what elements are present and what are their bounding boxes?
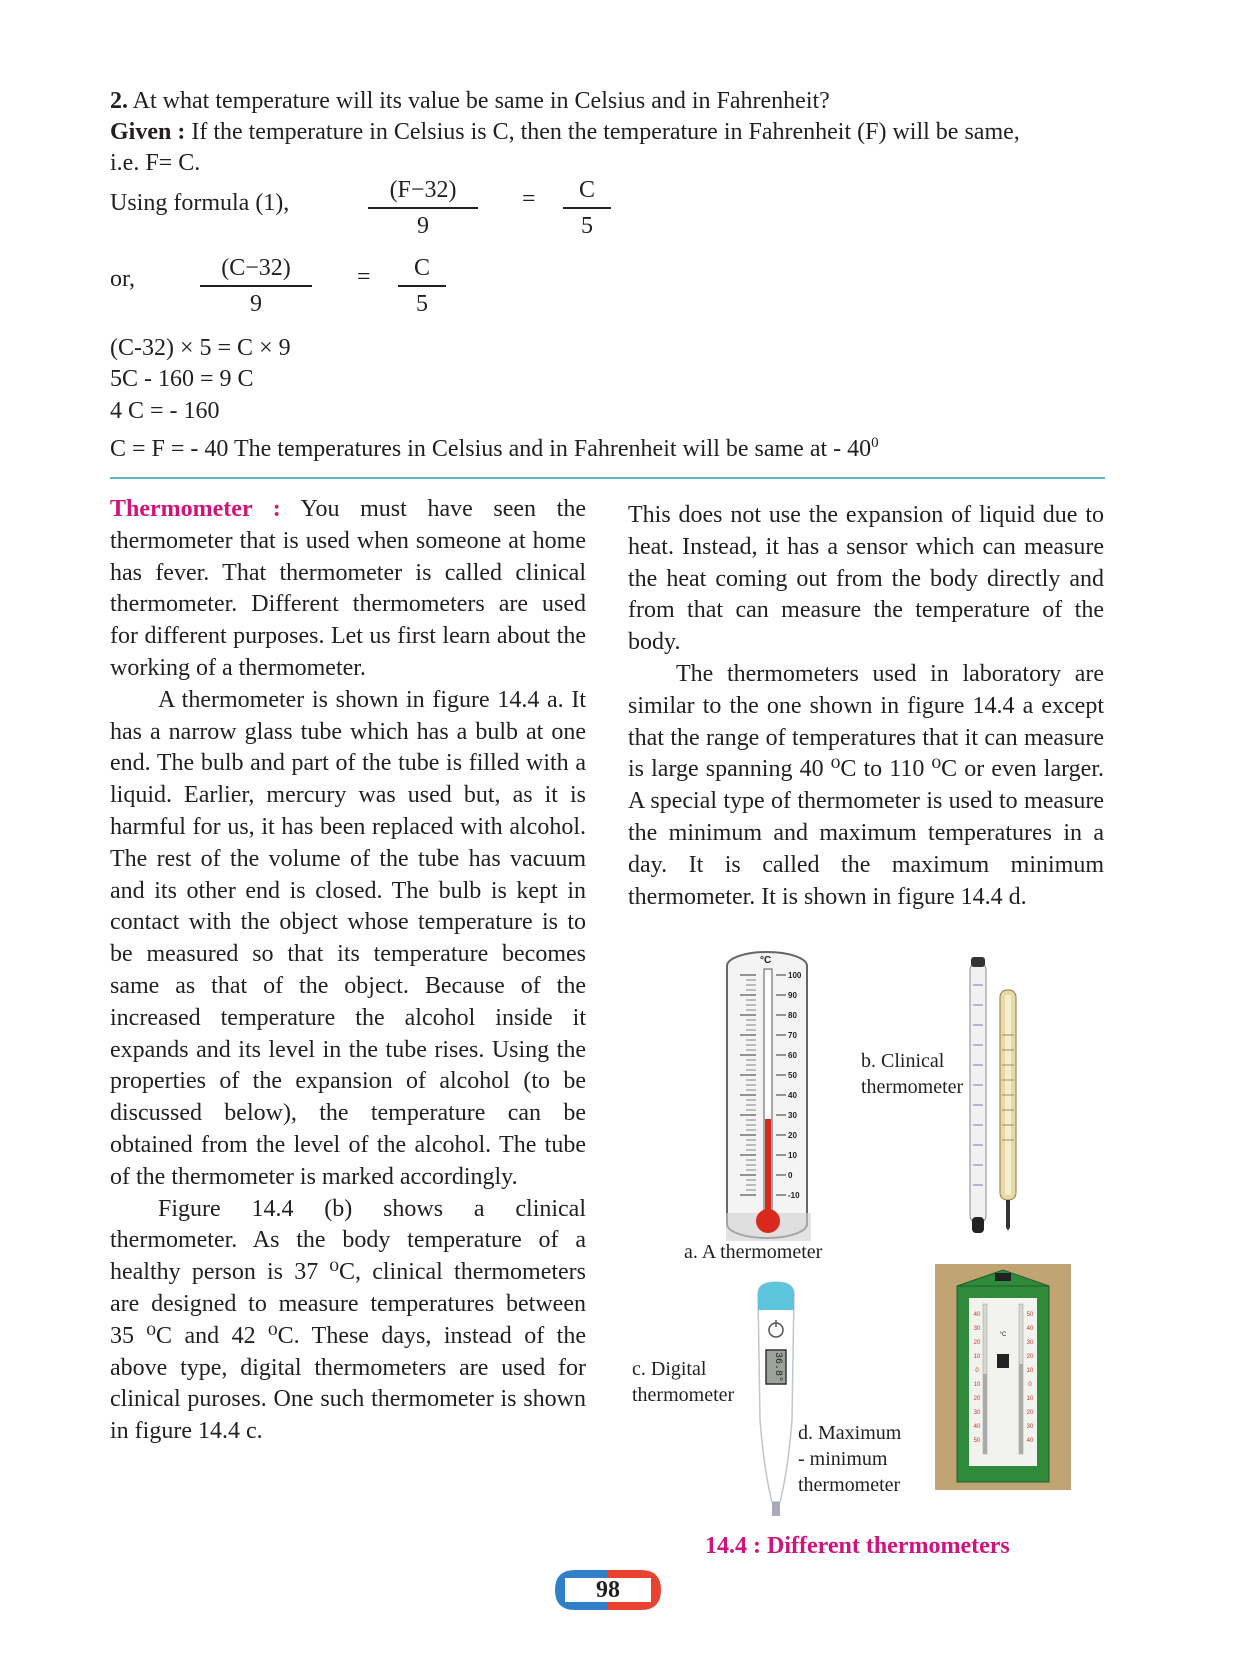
step-4 [110, 428, 879, 464]
fraction-numerator: C [578, 177, 595, 203]
given-label: Given : [110, 119, 186, 145]
caption-a: a. A thermometer [684, 1241, 823, 1263]
mm-right-label: 40 [1026, 1326, 1034, 1332]
fraction-denominator: 5 [581, 213, 593, 239]
mm-left-label: 40 [973, 1424, 981, 1430]
fraction-numerator: C [413, 255, 430, 281]
scale-label: -10 [788, 1191, 800, 1200]
fraction-bar [398, 285, 446, 287]
mm-left-label: 0 [975, 1368, 979, 1374]
caption-d-line2: - minimum [798, 1448, 888, 1470]
fraction-c-over-5 [563, 175, 611, 241]
thermometer-working-paragraph: A thermometer is shown in figure 14.4 a. It has a narrow glass tube which has a bulb at one end. The bulb and part of the tube is filled with a liquid. Earlier, mercury was used but, as it is harmful for us, it has been replaced with alcohol. The rest of the volume of the tube has vacuum and its other end is closed. The bulb is kept in contact with the object whose temperature is to be measured so that its temperature becomes same as that of the object. Because of the increased temperature the alcohol inside it expands and its level in the tube rises. Using the properties of the expansion of alcohol (to be discussed below), the temperature can be obtained from the level of the alcohol. The tube of the thermometer is marked accordingly. [110, 686, 586, 1190]
scale-label: 50 [788, 1071, 797, 1080]
using-formula-label: Using formula (1), [110, 190, 290, 216]
laboratory-thermometer-illustration [726, 951, 811, 1241]
mm-right-label: 20 [1026, 1410, 1034, 1416]
question-text: At what temperature will its value be same in Celsius and in Fahrenheit? [128, 88, 830, 114]
caption-d-line3: thermometer [798, 1474, 901, 1496]
mm-right-label: 40 [1026, 1438, 1034, 1444]
left-column [110, 494, 586, 1448]
laboratory-thermometer-paragraph: The thermometers used in laboratory are similar to the one shown in figure 14.4 a except that the range of temperatures that it can measure is large spanning 40 ⁰C to 110 ⁰C or even larger. A special type of thermometer is used to measure the minimum and maximum temperatures in a day. It is called the maximum minimum thermometer. It is shown in figure 14.4 d. [628, 660, 1104, 910]
scale-label: 20 [788, 1131, 797, 1140]
mm-right-label: 20 [1026, 1354, 1034, 1360]
fraction-bar [368, 207, 478, 209]
step-3: 4 C = - 160 [110, 398, 220, 424]
mm-left-label: 10 [973, 1382, 981, 1388]
fraction-bar [563, 207, 611, 209]
caption-b-line1: b. Clinical [861, 1050, 945, 1072]
mm-left-label: 30 [973, 1326, 981, 1332]
page-number: 98 [596, 1577, 620, 1603]
fraction-c-over-5 [398, 253, 446, 319]
fraction-numerator: (C−32) [221, 255, 291, 281]
scale-label: 0 [788, 1171, 793, 1180]
question-number: 2. [110, 88, 128, 114]
mm-unit: °C [999, 1332, 1007, 1338]
scale-unit: °C [760, 955, 772, 966]
question-line [110, 86, 830, 116]
step-4-text: C = F = - 40 The temperatures in Celsius and in Fahrenheit will be same at - 40 [110, 436, 872, 462]
equals-sign: = [522, 186, 536, 212]
fraction-denominator: 9 [250, 291, 262, 317]
figure-title: 14.4 : Different thermometers [705, 1533, 1010, 1559]
fraction-denominator: 5 [416, 291, 428, 317]
equals-sign: = [357, 264, 371, 290]
mm-left-label: 40 [973, 1312, 981, 1318]
scale-label: 80 [788, 1011, 797, 1020]
mm-left-label: 10 [973, 1354, 981, 1360]
mm-right-label: 10 [1026, 1368, 1034, 1374]
scale-label: 70 [788, 1031, 797, 1040]
clinical-thermometer-illustration [960, 955, 1030, 1240]
fraction-numerator: (F−32) [389, 177, 457, 203]
fraction-c-minus-32-over-9 [200, 253, 312, 319]
or-label: or, [110, 266, 136, 292]
mm-right-label: 30 [1026, 1424, 1034, 1430]
fraction-bar [200, 285, 312, 287]
scale-label: 10 [788, 1151, 797, 1160]
max-min-thermometer-photo [935, 1264, 1071, 1490]
mm-right-label: 30 [1026, 1340, 1034, 1346]
section-divider [110, 477, 1105, 479]
mm-left-label: 20 [973, 1396, 981, 1402]
given-line-2: i.e. F= C. [110, 150, 201, 176]
clinical-thermometer-paragraph: Figure 14.4 (b) shows a clinical thermometer. As the body temperature of a healthy person is 37 ⁰C, clinical thermometers are designed to measure temperatures between 35 ⁰C and 42 ⁰C. These days, instead of the above type, digital thermometers are used for clinical puroses. One such thermometer is shown in figure 14.4 c. [110, 1195, 586, 1445]
scale-label: 30 [788, 1111, 797, 1120]
caption-d-line1: d. Maximum [798, 1422, 902, 1444]
step-1: (C-32) × 5 = C × 9 [110, 335, 291, 361]
mm-right-label: 50 [1026, 1312, 1034, 1318]
digital-display-reading: 36.8° [772, 1351, 783, 1383]
mm-right-label: 10 [1026, 1396, 1034, 1402]
mm-left-label: 20 [973, 1340, 981, 1346]
scale-label: 100 [788, 971, 802, 980]
fraction-denominator: 9 [417, 213, 429, 239]
digital-thermometer-illustration [752, 1280, 802, 1520]
given-line [110, 117, 1020, 147]
caption-c-line2: thermometer [632, 1384, 735, 1406]
mm-left-label: 50 [973, 1438, 981, 1444]
mm-left-label: 30 [973, 1410, 981, 1416]
thermometer-intro-paragraph [110, 494, 586, 685]
step-2: 5C - 160 = 9 C [110, 366, 254, 392]
given-text: If the temperature in Celsius is C, then the temperature in Fahrenheit (F) will be same, [185, 119, 1020, 145]
intro-text: You must have seen the thermometer that is used when someone at home has fever. That thermometer is called clinical thermometer. Different thermometers are used for different purposes. Let us first learn about the working of a thermometer. [110, 496, 586, 681]
scale-label: 60 [788, 1051, 797, 1060]
digital-sensor-paragraph: This does not use the expansion of liquid due to heat. Instead, it has a sensor which can measure the heat coming out from the body directly and from that can measure the temperature of the body. [628, 502, 1104, 656]
right-column [628, 500, 1104, 913]
scale-label: 40 [788, 1091, 797, 1100]
degree-superscript: 0 [871, 435, 879, 451]
fraction-f-minus-32-over-9 [368, 175, 478, 241]
caption-c-line1: c. Digital [632, 1358, 707, 1380]
mm-right-label: 0 [1028, 1382, 1032, 1388]
thermometer-heading: Thermometer : [110, 496, 281, 522]
caption-b-line2: thermometer [861, 1076, 964, 1098]
scale-label: 90 [788, 991, 797, 1000]
page-number-badge [553, 1566, 663, 1614]
